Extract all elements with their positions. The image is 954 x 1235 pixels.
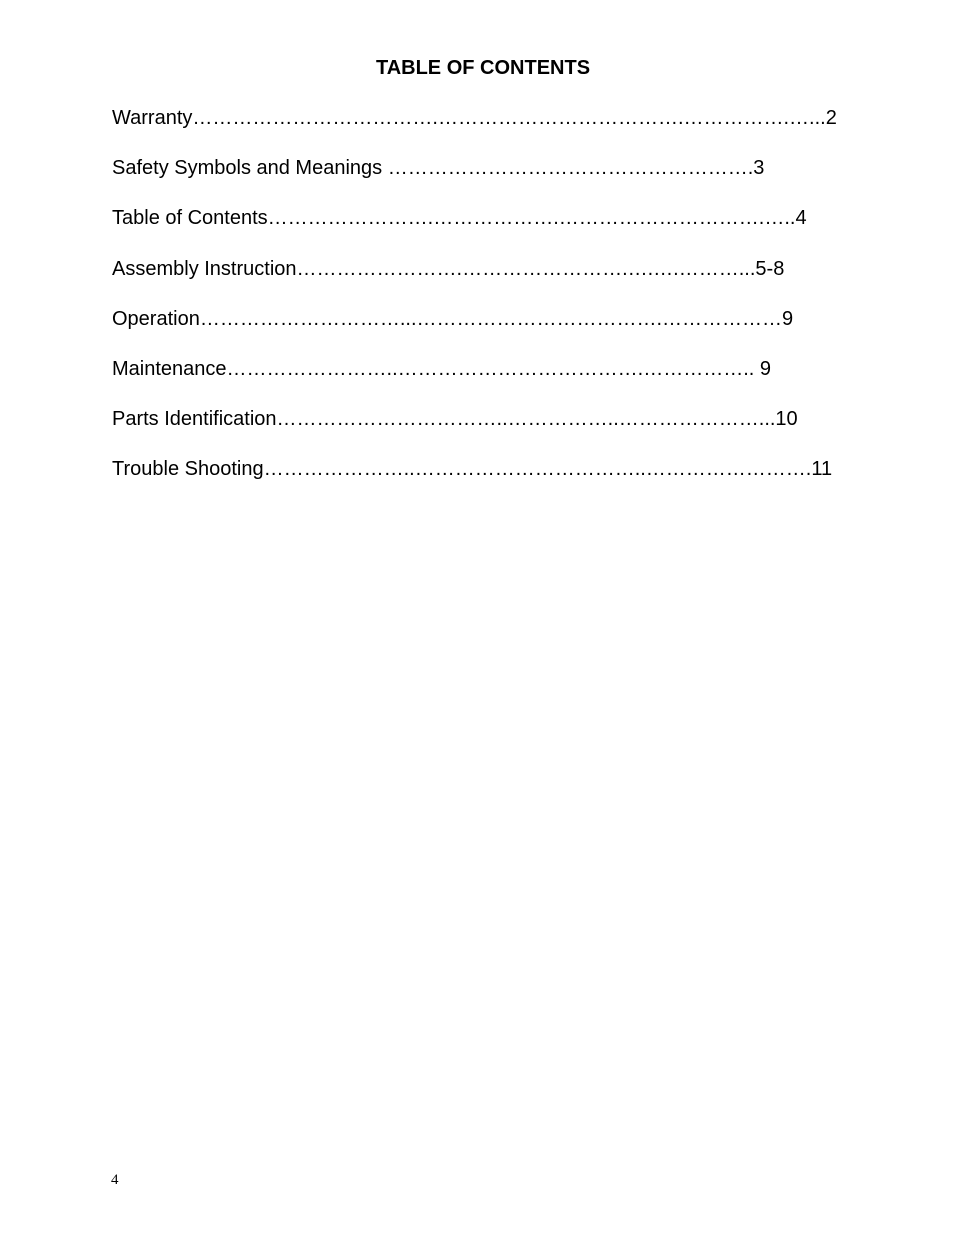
toc-entry-assembly-instruction: Assembly Instruction…………………….…………………….….….………...5-8: [112, 257, 785, 280]
toc-entry-trouble-shooting: Trouble Shooting…………………..……………………………..…………………….11: [112, 458, 833, 481]
page-title: TABLE OF CONTENTS: [375, 57, 591, 79]
toc-entry-parts-identification: Parts Identification……………………………..……………..…………………...10: [112, 408, 798, 431]
toc-entry-safety-symbols: Safety Symbols and Meanings ……………………………………………….3: [112, 157, 765, 180]
table-of-contents: [112, 105, 837, 507]
toc-entry-operation: Operation…………………………...……………………………….………………9: [112, 307, 794, 330]
toc-entry-warranty: Warranty……………………………….……………………………….…………….…...2: [112, 107, 837, 129]
page-number: 4: [111, 1172, 119, 1188]
toc-entry-maintenance: Maintenance……………………..……………………………….…………….. 9: [112, 357, 771, 380]
toc-entry-table-of-contents: Table of Contents…………………….……………….………………………….…..4: [112, 207, 807, 230]
